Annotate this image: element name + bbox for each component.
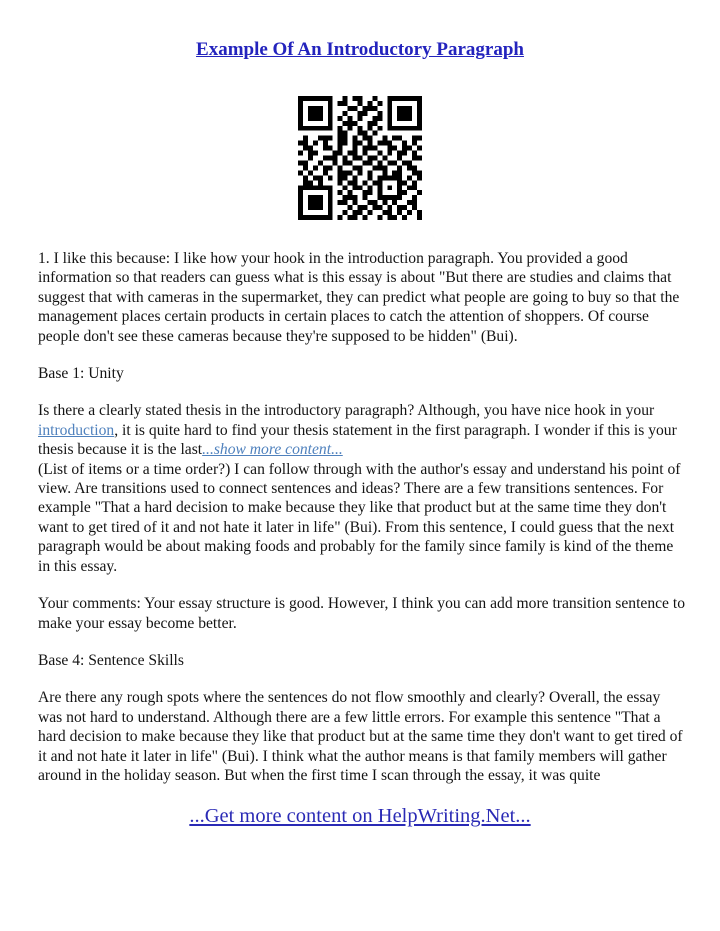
document-body [38, 249, 686, 785]
footer-row [0, 803, 720, 831]
paragraph-feedback-1: 1. I like this because: I like how your hook in the introduction paragraph. You provided a good information so that readers can guess what is this essay is about "But there are studies and claims that suggest that with cameras in the supermarket, they can predict what people are going to buy so that the management places certain products in certain places to catch the attention of shoppers. Of course people don't see these cameras because they're supposed to be hidden" (Bui). [38, 250, 680, 345]
show-more-content-link[interactable]: ...show more content... [202, 441, 343, 459]
title-row [0, 38, 720, 63]
heading-base-1-unity: Base 1: Unity [38, 365, 124, 383]
get-more-content-link[interactable]: ...Get more content on HelpWriting.Net... [189, 805, 531, 828]
page-title-link[interactable]: Example Of An Introductory Paragraph [196, 39, 524, 60]
paragraph-unity-feedback [38, 401, 686, 576]
qr-code [298, 96, 422, 220]
paragraph-sentence-skills-feedback: Are there any rough spots where the sentences do not flow smoothly and clearly? Overall, the essay was not hard to understand. Although there are a few little errors. For example this sentence "That a hard decision to make because they like that product but at the same time they don't want to get tired of it and not hate it later in life" (Bui). I think what the author means is that family members will gather around in the holiday season. But when the first time I scan through the essay, it was quite [38, 689, 683, 784]
paragraph-unity-text-1: Is there a clearly stated thesis in the introductory paragraph? Although, you have nice hook in your [38, 402, 655, 420]
qr-row [0, 96, 720, 220]
paragraph-unity-text-3: (List of items or a time order?) I can follow through with the author's essay and understand his point of view. Are transitions used to connect sentences and ideas? There are a few transitions sentences. For example "That a hard decision to make because they like that product but at the same time they don't want to get tired of it and not hate it later in life" (Bui). From this sentence, I could guess that the next paragraph would be about making foods and probably for the family since family is kind of the theme in this essay. [38, 460, 681, 575]
paragraph-unity-text-2: , it is quite hard to find your thesis statement in the first paragraph. I wonder if this is your thesis because it is the last [38, 421, 677, 459]
heading-base-4-sentence-skills: Base 4: Sentence Skills [38, 651, 184, 669]
introduction-link[interactable]: introduction [38, 421, 115, 439]
paragraph-your-comments: Your comments: Your essay structure is good. However, I think you can add more transition sentence to make your essay become better. [38, 595, 685, 632]
